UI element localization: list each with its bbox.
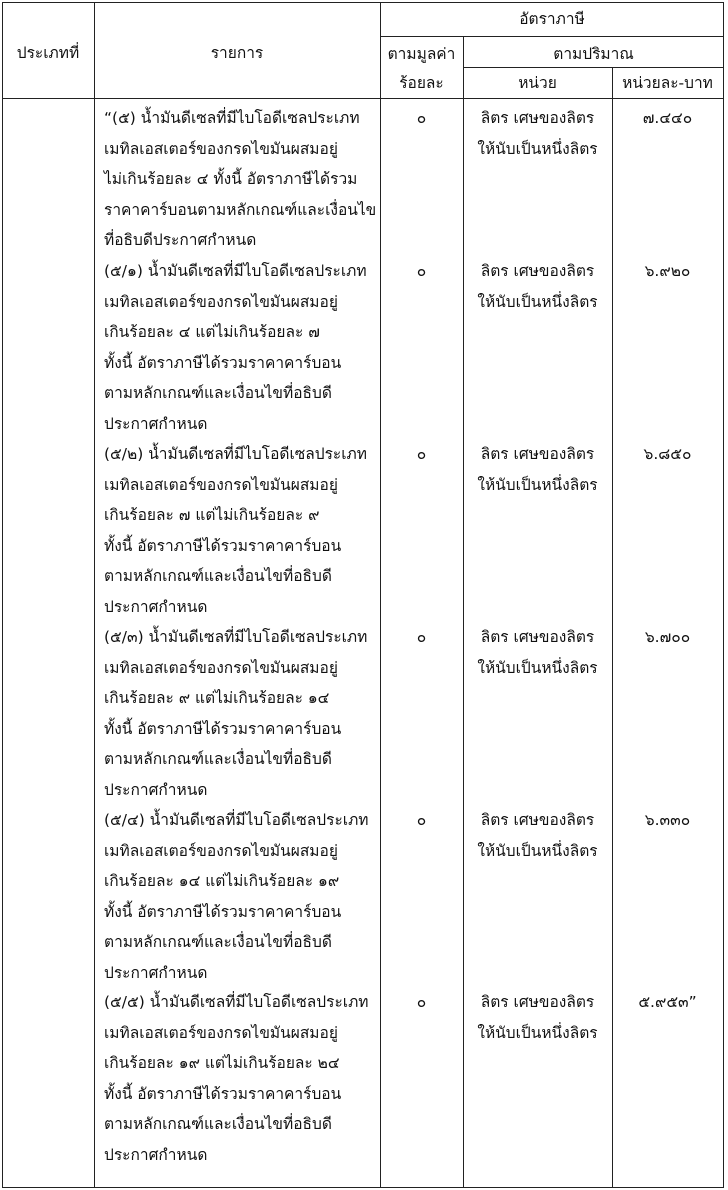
- row-description-line: (๕/๑) น้ำมันดีเซลที่มีไบโอดีเซลประเภท: [104, 262, 367, 280]
- row-unit-line-1: ลิตร เศษของลิตร: [480, 445, 595, 463]
- row-description-line: เมทิลเอสเตอร์ของกรดไขมันผสมอยู่: [104, 139, 338, 158]
- row-value-rate: ๐: [416, 993, 427, 1011]
- row-description-line: (๕/๕) น้ำมันดีเซลที่มีไบโอดีเซลประเภท: [104, 993, 369, 1011]
- row-unit-line-1: ลิตร เศษของลิตร: [480, 628, 595, 646]
- row-description-line: “(๕) น้ำมันดีเซลที่มีไบโอดีเซลประเภท: [104, 109, 360, 127]
- row-description-line: เกินร้อยละ ๔ แต่ไม่เกินร้อยละ ๗: [104, 323, 320, 341]
- row-value-rate: ๐: [416, 811, 427, 829]
- row-unit-line-2: ให้นับเป็นหนึ่งลิตร: [477, 1023, 598, 1042]
- row-description-line: เกินร้อยละ ๙ แต่ไม่เกินร้อยละ ๑๔: [104, 689, 330, 707]
- row-description-line: เมทิลเอสเตอร์ของกรดไขมันผสมอยู่: [104, 292, 338, 311]
- row-description-line: ตามหลักเกณฑ์และเงื่อนไขที่อธิบดี: [104, 384, 332, 402]
- row-unit-line-2: ให้นับเป็นหนึ่งลิตร: [477, 475, 598, 494]
- row-description-line: ประกาศกำหนด: [104, 780, 208, 799]
- border-top: [2, 2, 724, 3]
- row-description-line: ประกาศกำหนด: [104, 1145, 208, 1164]
- header-items: รายการ: [210, 44, 264, 62]
- row-unit-line-2: ให้นับเป็นหนึ่งลิตร: [477, 292, 598, 311]
- header-rule-2: [463, 67, 724, 68]
- row-description-line: ตามหลักเกณฑ์และเงื่อนไขที่อธิบดี: [104, 933, 332, 951]
- row-description-line: เมทิลเอสเตอร์ของกรดไขมันผสมอยู่: [104, 658, 338, 677]
- row-description-line: เมทิลเอสเตอร์ของกรดไขมันผสมอยู่: [104, 841, 338, 860]
- row-description-line: เมทิลเอสเตอร์ของกรดไขมันผสมอยู่: [104, 1023, 338, 1042]
- header-type-no: ประเภทที่: [16, 44, 80, 62]
- row-description-line: ประกาศกำหนด: [104, 597, 208, 616]
- row-description-line: ราคาคาร์บอนตามหลักเกณฑ์และเงื่อนไข: [104, 200, 377, 219]
- col-divider-1: [94, 2, 95, 1188]
- header-tax-rate: อัตราภาษี: [519, 10, 585, 28]
- row-rate-baht: ๖.๗๐๐: [644, 628, 691, 646]
- row-unit-line-1: ลิตร เศษของลิตร: [480, 262, 595, 280]
- row-description-line: (๕/๔) น้ำมันดีเซลที่มีไบโอดีเซลประเภท: [104, 811, 369, 829]
- row-description-line: เกินร้อยละ ๗ แต่ไม่เกินร้อยละ ๙: [104, 506, 320, 524]
- row-description-line: เกินร้อยละ ๑๙ แต่ไม่เกินร้อยละ ๒๔: [104, 1054, 340, 1072]
- row-description-line: ตามหลักเกณฑ์และเงื่อนไขที่อธิบดี: [104, 750, 332, 768]
- row-description-line: ตามหลักเกณฑ์และเงื่อนไขที่อธิบดี: [104, 567, 332, 585]
- header-per-unit-baht: หน่วยละ-บาท: [622, 74, 713, 92]
- row-rate-baht: ๕.๙๕๓”: [638, 993, 697, 1011]
- header-rule-bottom: [2, 98, 724, 99]
- border-left: [2, 2, 3, 1188]
- border-bottom: [2, 1187, 724, 1188]
- row-value-rate: ๐: [416, 262, 427, 280]
- row-description-line: ที่อธิบดีประกาศกำหนด: [104, 231, 257, 249]
- row-description-line: ประกาศกำหนด: [104, 963, 208, 982]
- row-description-line: ตามหลักเกณฑ์และเงื่อนไขที่อธิบดี: [104, 1115, 332, 1133]
- row-description-line: ทั้งนี้ อัตราภาษีได้รวมราคาคาร์บอน: [104, 353, 342, 372]
- header-by-value-1: ตามมูลค่า: [387, 45, 456, 63]
- row-description-line: เมทิลเอสเตอร์ของกรดไขมันผสมอยู่: [104, 475, 338, 494]
- row-description-line: ไม่เกินร้อยละ ๔ ทั้งนี้ อัตราภาษีได้รวม: [104, 170, 358, 188]
- row-unit-line-2: ให้นับเป็นหนึ่งลิตร: [477, 658, 598, 677]
- tax-rate-table: [2, 2, 724, 1188]
- row-description-line: เกินร้อยละ ๑๔ แต่ไม่เกินร้อยละ ๑๙: [104, 872, 340, 890]
- row-value-rate: ๐: [416, 445, 427, 463]
- row-description-line: ทั้งนี้ อัตราภาษีได้รวมราคาคาร์บอน: [104, 902, 342, 921]
- row-unit-line-1: ลิตร เศษของลิตร: [480, 993, 595, 1011]
- row-description-line: ทั้งนี้ อัตราภาษีได้รวมราคาคาร์บอน: [104, 1084, 342, 1103]
- row-description-line: ทั้งนี้ อัตราภาษีได้รวมราคาคาร์บอน: [104, 719, 342, 738]
- row-unit-line-2: ให้นับเป็นหนึ่งลิตร: [477, 139, 598, 158]
- row-rate-baht: ๖.๙๒๐: [644, 262, 691, 280]
- row-value-rate: ๐: [416, 628, 427, 646]
- row-description-line: ประกาศกำหนด: [104, 414, 208, 433]
- header-rule-1: [380, 36, 724, 37]
- row-rate-baht: ๖.๓๓๐: [644, 811, 691, 829]
- row-rate-baht: ๖.๘๕๐: [643, 445, 692, 463]
- row-unit-line-1: ลิตร เศษของลิตร: [480, 109, 595, 127]
- header-by-value-2: ร้อยละ: [399, 74, 444, 92]
- header-unit: หน่วย: [518, 74, 557, 92]
- row-value-rate: ๐: [416, 109, 427, 127]
- row-unit-line-1: ลิตร เศษของลิตร: [480, 811, 595, 829]
- row-description-line: (๕/๓) น้ำมันดีเซลที่มีไบโอดีเซลประเภท: [104, 628, 368, 646]
- row-description-line: ทั้งนี้ อัตราภาษีได้รวมราคาคาร์บอน: [104, 536, 342, 555]
- row-unit-line-2: ให้นับเป็นหนึ่งลิตร: [477, 841, 598, 860]
- border-right: [723, 2, 724, 1188]
- row-description-line: (๕/๒) น้ำมันดีเซลที่มีไบโอดีเซลประเภท: [104, 445, 367, 463]
- header-by-quantity: ตามปริมาณ: [553, 45, 634, 63]
- row-rate-baht: ๗.๔๔๐: [642, 109, 693, 127]
